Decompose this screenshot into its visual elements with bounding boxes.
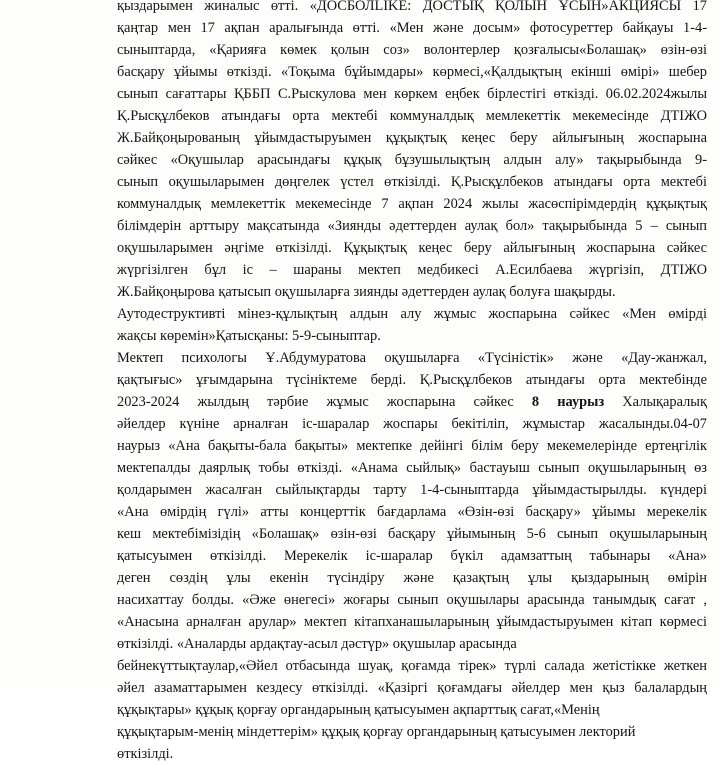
text-line: деген сөздің ұлы екенін түсіндіру және қазақтың ұлы қыздарының өмірін <box>117 570 707 586</box>
text-line-with-date <box>117 391 707 413</box>
text-line: қатысуымен өткізілді. Мерекелік іс-шаралар бүкіл адамзаттың табынары «Ана» <box>117 548 707 564</box>
text-line: қолдарымен жасалған сыйлықтарды тарту 1-4-сыныптарда ұйымдастырылды. күндері <box>117 482 707 498</box>
text-line: құқықтарым-менің міндеттерім» құқық қорғау органдарының қатысуымен лекторий <box>117 724 636 740</box>
text-line: білімдерін арттыру мақсатында «Зиянды әдеттерден аулақ бол» тақырыбында 5 – сынып <box>117 218 707 234</box>
text-line: Мектеп психологы Ұ.Абдумуратова оқушыларға «Түсіністік» және «Дау-жанжал, <box>117 350 707 366</box>
text-line: жүргізілген бұл іс – шараны мектеп медбикесі А.Есилбаева жүргізіп, ДТІЖО <box>117 262 707 278</box>
text-line: оқушыларымен әңгіме өткізілді. Құқықтық кеңес беру айлығының жоспарына сәйкес <box>117 240 707 256</box>
text-line: қыздарымен жиналыс өтті. «ДОСБОЛLIKE: ДОСТЫҚ ҚОЛЫН ҰСЫН»АКЦИЯСЫ 17 <box>117 0 707 14</box>
text-line: әйел азаматтарымен кездесу өткізілді. «Қазіргі қоғамдағы әйелдер мен қыз балалардың <box>117 680 707 696</box>
text-line: сәйкес «Оқушылар арасындағы құқық бұзушылықтың алдын алу» тақырыбында 9- <box>117 152 707 168</box>
text-line: сынып оқушыларымен дөңгелек үстел өткізілді. Қ.Рысқұлбеков атындағы орта мектебі <box>117 174 707 190</box>
text-line: басқару ұйымы өткізді. «Тоқыма бұйымдары» көрмесі,«Қалдықтың екінші өмірі» шебер <box>117 64 707 80</box>
text-line: сынып сағаттары ҚББП С.Рыскулова мен көркем еңбек бірлестігі өткізді. 06.02.2024жылы <box>117 86 707 102</box>
text-line: кеш мектебімізідің «Болашақ» өзін-өзі басқару ұйымының 5-6 сынып оқушыларының <box>117 526 707 542</box>
paragraph-events-january-february <box>117 0 707 347</box>
text-line: әйелдер күніне арналған іс-шаралар жоспары бекітіліп, жұмыстар жасалынды.04-07 <box>117 416 707 432</box>
text-line: «Анасына арналған арулар» мектеп кітапханашыларының ұйымдастыруымен кітап көрмесі <box>117 614 707 630</box>
text-line: насихаттау болды. «Әже өнегесі» жоғары сынып оқушылары арасында танымдық сағат , <box>117 592 707 608</box>
text-line: жақсы көремін»Қатысқаны: 5-9-сыныптар. <box>117 328 381 344</box>
text-line: өткізілді. <box>117 746 174 762</box>
text-line: Ж.Байқоңырова қатысып оқушыларға зиянды әдеттерден аулақ болуға шақырды. <box>117 284 616 300</box>
text-line: мектепалды даярлық тобы өткізді. «Анама сыйлық» бастауыш сынып оқушыларының өз <box>117 460 707 476</box>
text-line: қаңтар мен 17 ақпан аралығында өтті. «Мен және досым» фотосуреттер байқауы 1-4- <box>117 20 707 36</box>
text-line: Қ.Рысқұлбеков атындағы орта мектебі коммуналдық мемлекеттік мекемесінде ДТІЖО <box>117 108 707 124</box>
text-line: коммуналдық мемлекеттік мекемесінде 7 ақпан 2024 жылы жасөспірімдердің құқықтық <box>117 196 707 212</box>
bold-date-march-8: 8 наурыз <box>531 394 605 410</box>
text-line: «Ана өмірдің гүлі» атты концерттік бағдарлама «Өзін-өзі басқару» ұйымы мерекелік <box>117 504 707 520</box>
text-run: 2023-2024 жылдың тәрбие жұмыс жоспарына сәйкес <box>117 394 532 410</box>
text-line: сыныптарда, «Қарияға көмек қолын соз» волонтерлер қозғалысы«Болашақ» өзін-өзі <box>117 42 707 58</box>
text-run: Халықаралық <box>604 394 707 410</box>
document-body <box>117 0 707 765</box>
text-line: Аутодеструктивті мінез-құлықтың алдын алу жұмыс жоспарына сәйкес «Мен өмірді <box>117 306 707 322</box>
text-line: бейнекүттықтаулар,«Әйел отбасында шуақ, қоғамда тірек» түрлі салада жетістікке жеткен <box>117 658 707 674</box>
text-line: құқықтары» құқық қорғау органдарының қатысуымен ақпарттық сағат,«Менің <box>117 702 600 718</box>
text-line: өткізілді. «Аналарды ардақтау-асыл дәстүр» оқушылар арасында <box>117 636 517 652</box>
text-line: наурыз «Ана бақыты-бала бақыты» мектепке дейінгі білім беру мекемелерінде ертеңгілік <box>117 438 707 454</box>
text-line: Ж.Байқоңырованың ұйымдастыруымен құқықтық кеңес беру айлығының жоспарына <box>117 130 707 146</box>
text-line: қақтығыс» ұғымдарына түсініктеме берді. Қ.Рысқұлбеков атындағы орта мектебінде <box>117 372 707 388</box>
paragraph-events-march <box>117 347 707 765</box>
